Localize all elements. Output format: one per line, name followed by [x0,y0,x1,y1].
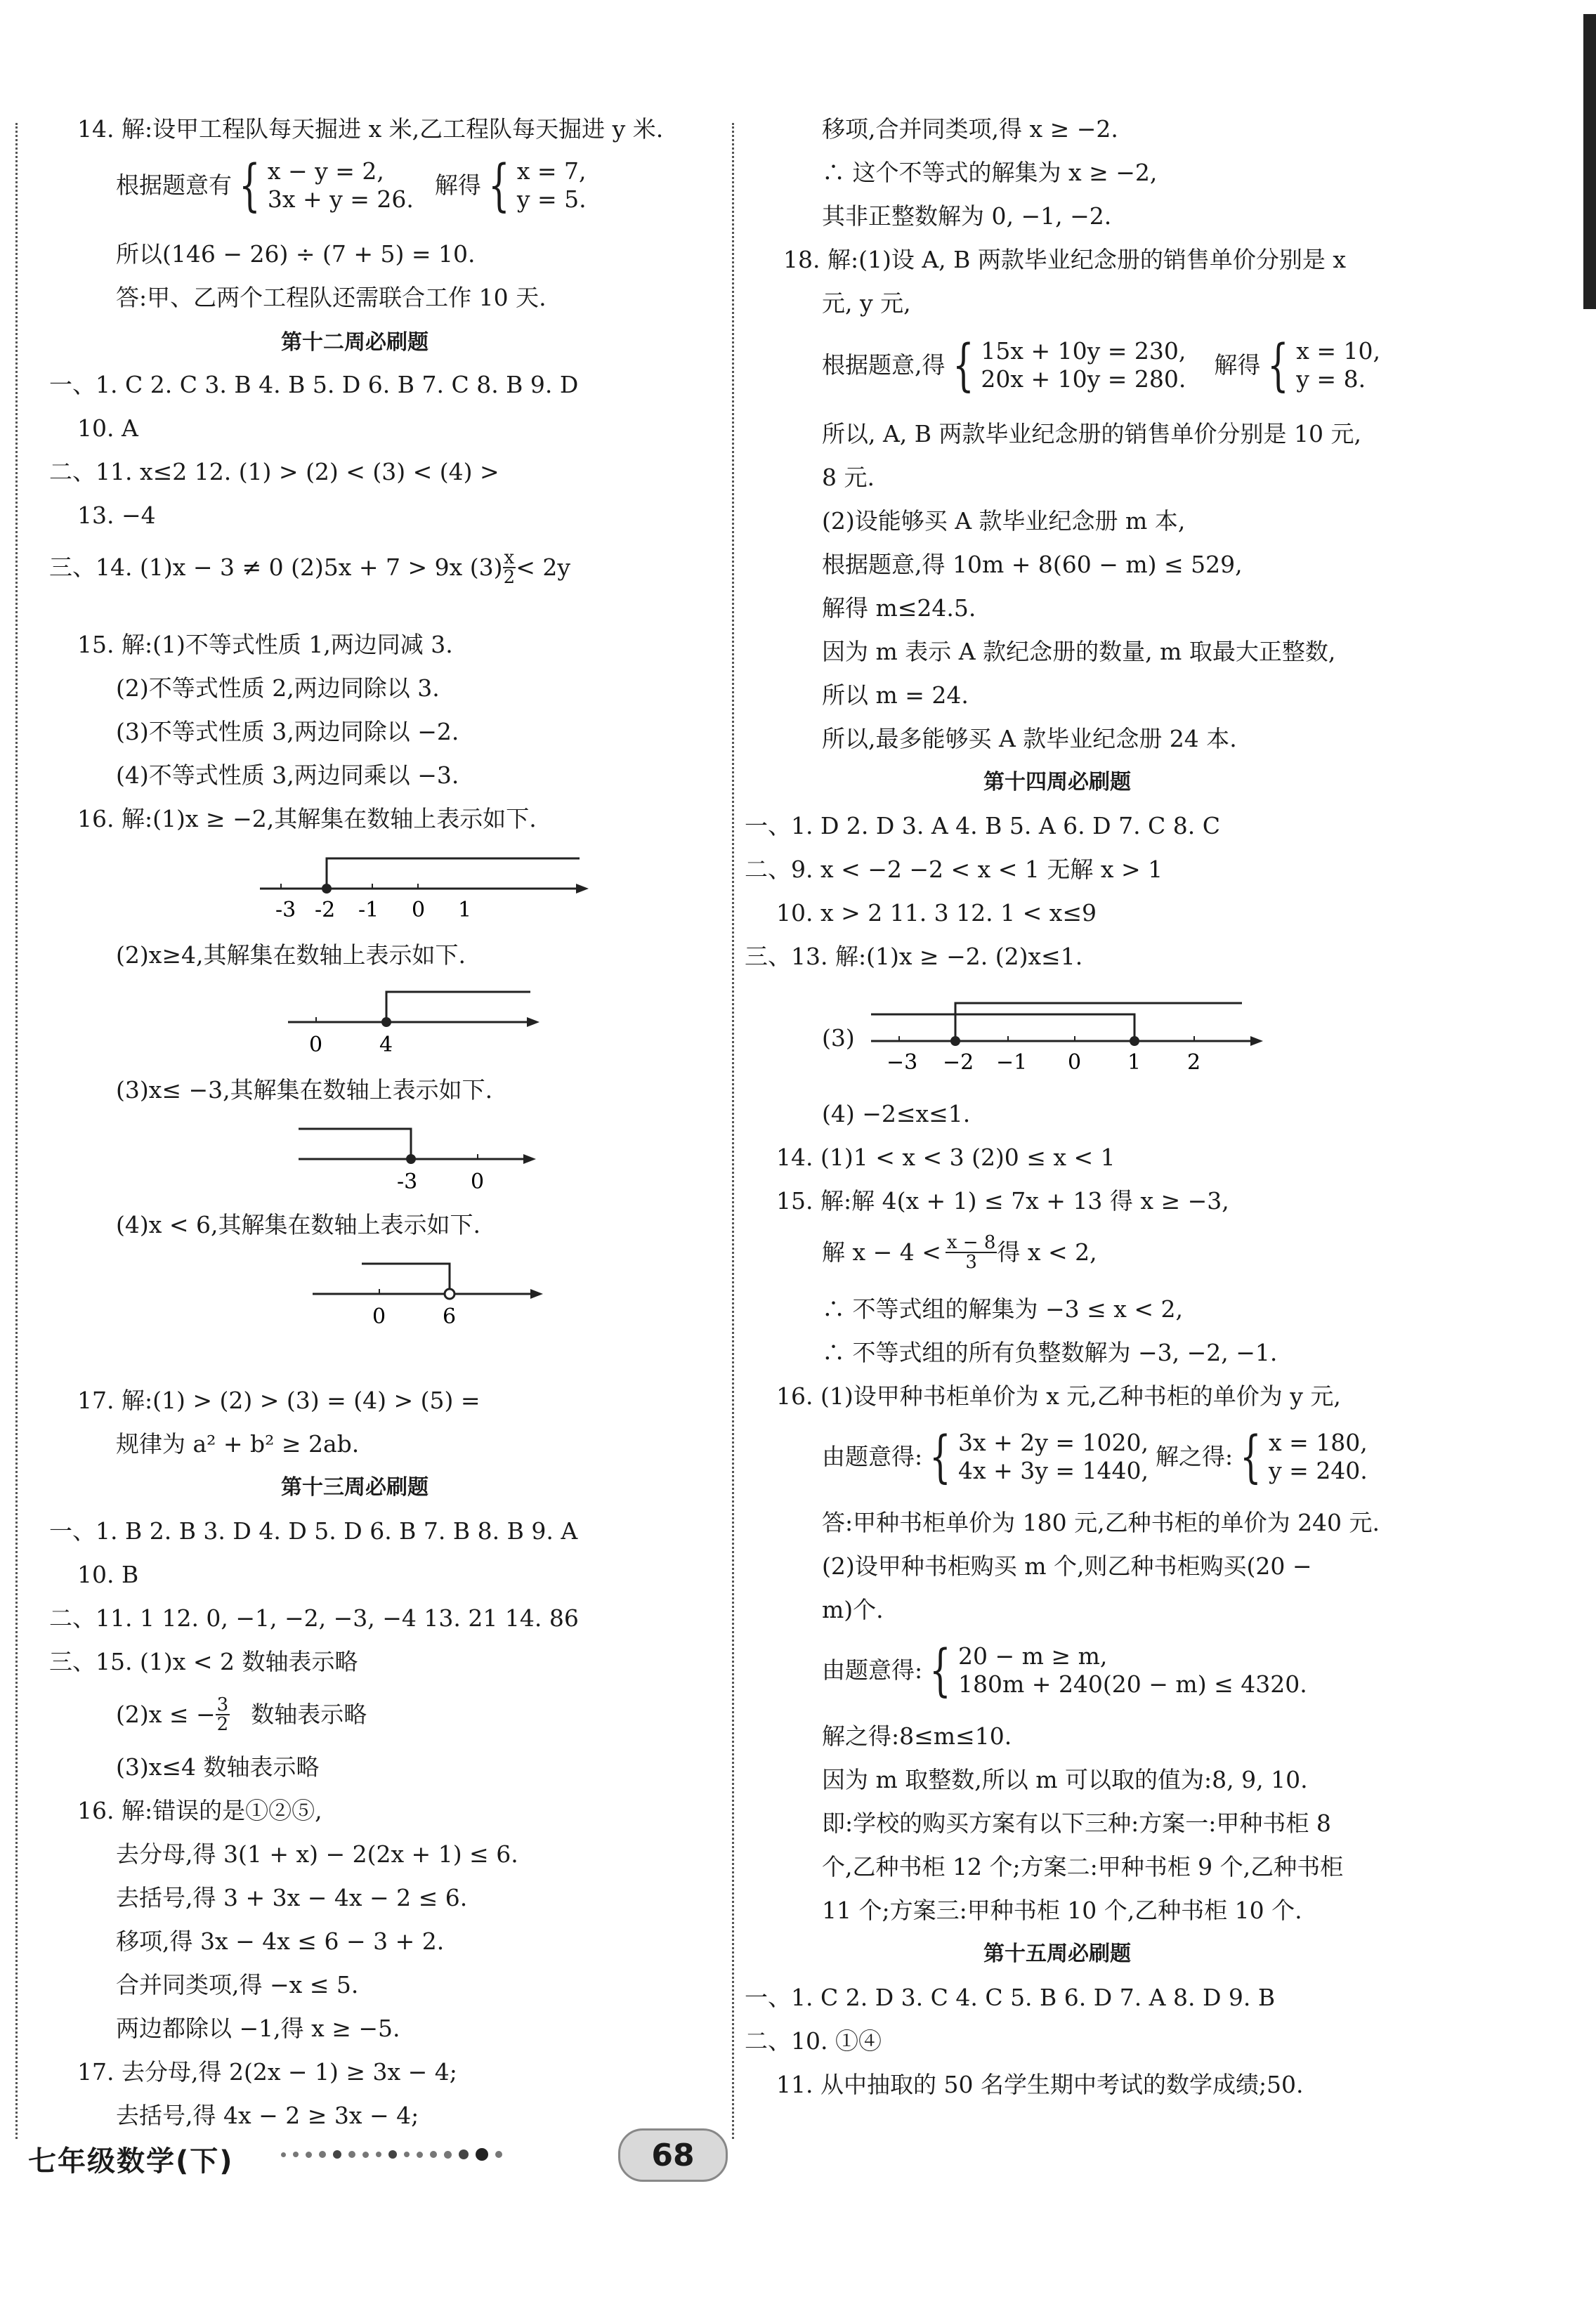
w14-section3-3: (4) −2≤x≤1. [822,1100,971,1127]
q18-system-2 [1296,337,1380,393]
tick-label: -2 [315,898,336,922]
dot-icon [281,2152,286,2157]
tick-label: 1 [458,898,472,922]
dot-icon [430,2151,437,2158]
w14-q16-4: (2)设甲种书柜购买 m 个,则乙种书柜购买(20 − [822,1552,1312,1580]
q18-prefix: 根据题意,得 [822,351,946,379]
w13-section1: 一、1. B 2. B 3. D 4. D 5. D 6. B 7. B 8. B 9. A [49,1517,578,1545]
dot-icon [444,2151,452,2159]
number-line-1 [260,850,597,926]
q18-1: 18. 解:(1)设 A, B 两款毕业纪念册的销售单价分别是 x [783,246,1346,273]
eq: 180m + 240(20 − m) ≤ 4320. [958,1670,1307,1698]
q14-system-1 [268,157,414,214]
w12-q15-3: (3)不等式性质 3,两边同除以 −2. [116,718,459,745]
w14-q15-3: ∴ 不等式组的解集为 −3 ≤ x < 2, [822,1295,1183,1323]
dot-icon [362,2152,369,2158]
numerator: x [504,547,515,568]
w12-c1-text-b: < 2y [516,554,570,581]
q14-line3: 所以(146 − 26) ÷ (7 + 5) = 10. [116,240,476,268]
dot-icon [306,2152,312,2158]
w14-q15-2a: 解 x − 4 < [822,1238,941,1266]
fraction [216,1696,230,1734]
w14-q16-system-3 [958,1642,1307,1699]
w14-q16-10: 11 个;方案三:甲种书柜 10 个,乙种书柜 10 个. [822,1897,1302,1924]
brace-icon: { [929,1637,951,1703]
q18-system-1 [981,337,1186,393]
w12-section2-b: 13. −4 [77,502,156,529]
w13-q16-2: 去分母,得 3(1 + x) − 2(2x + 1) ≤ 6. [116,1840,518,1868]
q18-6: 根据题意,得 10m + 8(60 − m) ≤ 529, [822,551,1243,578]
tick-label: -3 [397,1170,418,1194]
q18-10: 所以,最多能够买 A 款毕业纪念册 24 本. [822,725,1237,752]
q14-line4: 答:甲、乙两个工程队还需联合工作 10 天. [116,284,547,311]
w14-q16-6: 解之得:8≤m≤10. [822,1722,1012,1750]
w14-q15-4: ∴ 不等式组的所有负整数解为 −3, −2, −1. [822,1339,1278,1366]
w15-section1: 一、1. C 2. D 3. C 4. C 5. B 6. D 7. A 8. D 9. B [745,1984,1276,2011]
dot-icon [388,2150,397,2159]
w13-c2-text-b: 数轴表示略 [251,1701,367,1728]
w13-section3-3: (3)x≤4 数轴表示略 [116,1753,320,1781]
tick-label: -3 [275,898,296,922]
w13-q16-4: 移项,得 3x − 4x ≤ 6 − 3 + 2. [116,1928,445,1955]
w13-q17-1: 17. 去分母,得 2(2x − 1) ≥ 3x − 4; [77,2058,457,2086]
w13-q17-2: 去括号,得 4x − 2 ≥ 3x − 4; [116,2102,419,2129]
dot-icon [348,2151,355,2158]
w12-q16-3: (3)x≤ −3,其解集在数轴上表示如下. [116,1076,493,1104]
w14-q16-prefix: 由题意得: [822,1443,923,1470]
q18-7: 解得 m≤24.5. [822,594,976,622]
numerator: 3 [216,1694,229,1715]
w14-q16-system-2 [1269,1429,1368,1485]
w14-q16-9: 个,乙种书柜 12 个;方案二:甲种书柜 9 个,乙种书柜 [822,1853,1344,1880]
w12-section2: 二、11. x≤2 12. (1) > (2) < (3) < (4) > [49,458,499,485]
eq: x = 10, [1296,337,1381,365]
number-line-4 [313,1255,594,1331]
page-number-badge: 68 [618,2128,728,2182]
w15-section2: 二、10. ①④ [745,2027,882,2055]
eq: y = 240. [1269,1457,1368,1484]
w13-section3-2 [116,1690,367,1739]
w14-q16-1: 16. (1)设甲种书柜单价为 x 元,乙种书柜的单价为 y 元, [776,1382,1341,1410]
page-edge-shadow [1583,14,1596,309]
numerator: x − 8 [946,1232,996,1253]
r-line2: ∴ 这个不等式的解集为 x ≥ −2, [822,159,1158,186]
fraction [946,1234,998,1271]
eq: x = 180, [1269,1429,1368,1456]
dot-icon [417,2152,423,2158]
w13-q16-3: 去括号,得 3 + 3x − 4x − 2 ≤ 6. [116,1884,468,1911]
denominator: 3 [965,1252,977,1273]
dot-icon [376,2152,381,2157]
brace-icon: { [488,152,510,218]
eq: x = 7, [516,157,587,185]
w12-q16-2: (2)x≥4,其解集在数轴上表示如下. [116,941,466,969]
w14-q15-1: 15. 解:解 4(x + 1) ≤ 7x + 13 得 x ≥ −3, [776,1187,1229,1215]
footer-book-title: 七年级数学(下) [28,2145,234,2178]
denominator: 2 [503,567,516,588]
eq: 3x + y = 26. [267,185,414,213]
tick-label: −1 [996,1050,1028,1075]
tick-label: -1 [358,898,379,922]
week15-title: 第十五周必刷题 [983,1942,1131,1966]
w14-section2: 二、9. x < −2 −2 < x < 1 无解 x > 1 [745,856,1163,883]
w14-q16-7: 因为 m 取整数,所以 m 可以取的值为:8, 9, 10. [822,1766,1308,1793]
q14-system-2 [517,157,587,214]
w14-q16-system-1 [958,1429,1149,1485]
w13-q16-6: 两边都除以 −1,得 x ≥ −5. [116,2015,400,2042]
number-line-5 [871,996,1264,1079]
tick-label: 0 [372,1304,386,1329]
w14-q16-3: 答:甲种书柜单价为 180 元,乙种书柜的单价为 240 元. [822,1509,1380,1536]
eq: 4x + 3y = 1440, [958,1457,1149,1484]
q18-8: 因为 m 表示 A 款纪念册的数量, m 取最大正整数, [822,638,1336,665]
w12-q16-1: 16. 解:(1)x ≥ −2,其解集在数轴上表示如下. [77,805,537,832]
w12-q17-2: 规律为 a² + b² ≥ 2ab. [116,1430,360,1458]
w14-q16-system [822,1423,1368,1491]
w14-c2-label: (3) [822,1024,855,1052]
w13-section1-b: 10. B [77,1561,139,1588]
q14-mid: 解得 [434,171,481,199]
tick-label: 0 [1068,1050,1082,1075]
w13-q16-5: 合并同类项,得 −x ≤ 5. [116,1971,359,1998]
dot-icon [404,2152,410,2157]
dot-icon [333,2150,341,2159]
tick-label: −3 [887,1050,918,1075]
w12-q16-4: (4)x < 6,其解集在数轴上表示如下. [116,1211,480,1238]
brace-icon: { [239,152,261,218]
brace-icon: { [929,1424,951,1489]
tick-label: 4 [379,1033,393,1057]
q18-mid: 解得 [1214,351,1261,379]
number-line-3 [299,1120,580,1196]
w12-q17-1: 17. 解:(1) > (2) > (3) = (4) > (5) = [77,1387,480,1414]
w14-q15-2b: 得 x < 2, [997,1238,1097,1266]
w14-section3-1: 三、13. 解:(1)x ≥ −2. (2)x≤1. [745,943,1083,970]
brace-icon: { [1240,1424,1262,1489]
w12-q15-2: (2)不等式性质 2,两边同除以 3. [116,674,440,702]
dot-icon [495,2151,502,2158]
q18-4: 8 元. [822,464,875,491]
dot-icon [476,2148,488,2161]
left-dotted-border [15,123,18,2139]
eq: 20 − m ≥ m, [958,1642,1108,1670]
dot-icon [319,2151,326,2158]
tick-label: 0 [471,1170,485,1194]
w14-q16-system-b [822,1637,1307,1704]
week14-title: 第十四周必刷题 [983,770,1131,794]
eq: x − y = 2, [267,157,384,185]
week13-title: 第十三周必刷题 [281,1475,429,1500]
q18-2: 元, y 元, [822,289,911,317]
q18-5: (2)设能够买 A 款毕业纪念册 m 本, [822,507,1186,535]
q18-9: 所以 m = 24. [822,681,969,709]
w14-q14: 14. (1)1 < x < 3 (2)0 ≤ x < 1 [776,1144,1116,1171]
denominator: 2 [216,1714,229,1735]
dot-icon [459,2149,469,2159]
w14-q16-5: m)个. [822,1596,884,1623]
brace-icon: { [952,332,974,398]
eq: y = 8. [1296,365,1366,393]
q14-system [116,152,587,219]
tick-label: 0 [309,1033,323,1057]
q14-prefix: 根据题意有 [116,171,232,199]
eq: 20x + 10y = 280. [981,365,1186,393]
footer-dots-decoration [281,2148,502,2161]
eq: y = 5. [516,185,587,213]
q18-system [822,332,1380,399]
q18-3: 所以, A, B 两款毕业纪念册的销售单价分别是 10 元, [822,420,1361,447]
w12-section3 [49,545,570,590]
tick-label: 0 [412,898,426,922]
w14-q16-8: 即:学校的购买方案有以下三种:方案一:甲种书柜 8 [822,1810,1331,1837]
r-line3: 其非正整数解为 0, −1, −2. [822,202,1112,230]
w12-q15-1: 15. 解:(1)不等式性质 1,两边同减 3. [77,631,453,658]
w14-q16-mid: 解之得: [1156,1443,1234,1470]
w15-section2-b: 11. 从中抽取的 50 名学生期中考试的数学成绩;50. [776,2071,1304,2098]
dot-icon [293,2152,299,2157]
r-line1: 移项,合并同类项,得 x ≥ −2. [822,115,1118,143]
tick-label: 6 [443,1304,457,1329]
q14-title: 14. 解:设甲工程队每天掘进 x 米,乙工程队每天掘进 y 米. [77,115,664,143]
eq: 15x + 10y = 230, [981,337,1186,365]
w13-c2-text: (2)x ≤ − [116,1701,216,1728]
w13-section2: 二、11. 1 12. 0, −1, −2, −3, −4 13. 21 14. 86 [49,1604,579,1632]
number-line-2 [288,983,569,1059]
brace-icon: { [1267,332,1290,398]
w13-section3-1: 三、15. (1)x < 2 数轴表示略 [49,1648,358,1675]
w12-section1: 一、1. C 2. C 3. B 4. B 5. D 6. B 7. C 8. B 9. D [49,371,579,398]
column-divider [732,123,734,2139]
eq: 3x + 2y = 1020, [958,1429,1149,1456]
tick-label: −2 [943,1050,974,1075]
w14-section2-b: 10. x > 2 11. 3 12. 1 < x≤9 [776,899,1097,927]
fraction [503,549,516,587]
w14-q15-2 [822,1228,1097,1277]
w13-q16-1: 16. 解:错误的是①②⑤, [77,1797,322,1824]
tick-label: 1 [1127,1050,1142,1075]
w14-section1: 一、1. D 2. D 3. A 4. B 5. A 6. D 7. C 8. C [745,812,1221,839]
tick-label: 2 [1187,1050,1201,1075]
w14-q16-prefix2: 由题意得: [822,1656,923,1684]
week12-title: 第十二周必刷题 [281,330,429,355]
w12-q15-4: (4)不等式性质 3,两边同乘以 −3. [116,761,459,789]
w12-c1-text: 三、14. (1)x − 3 ≠ 0 (2)5x + 7 > 9x (3) [49,554,503,581]
w12-section1-b: 10. A [77,414,138,442]
